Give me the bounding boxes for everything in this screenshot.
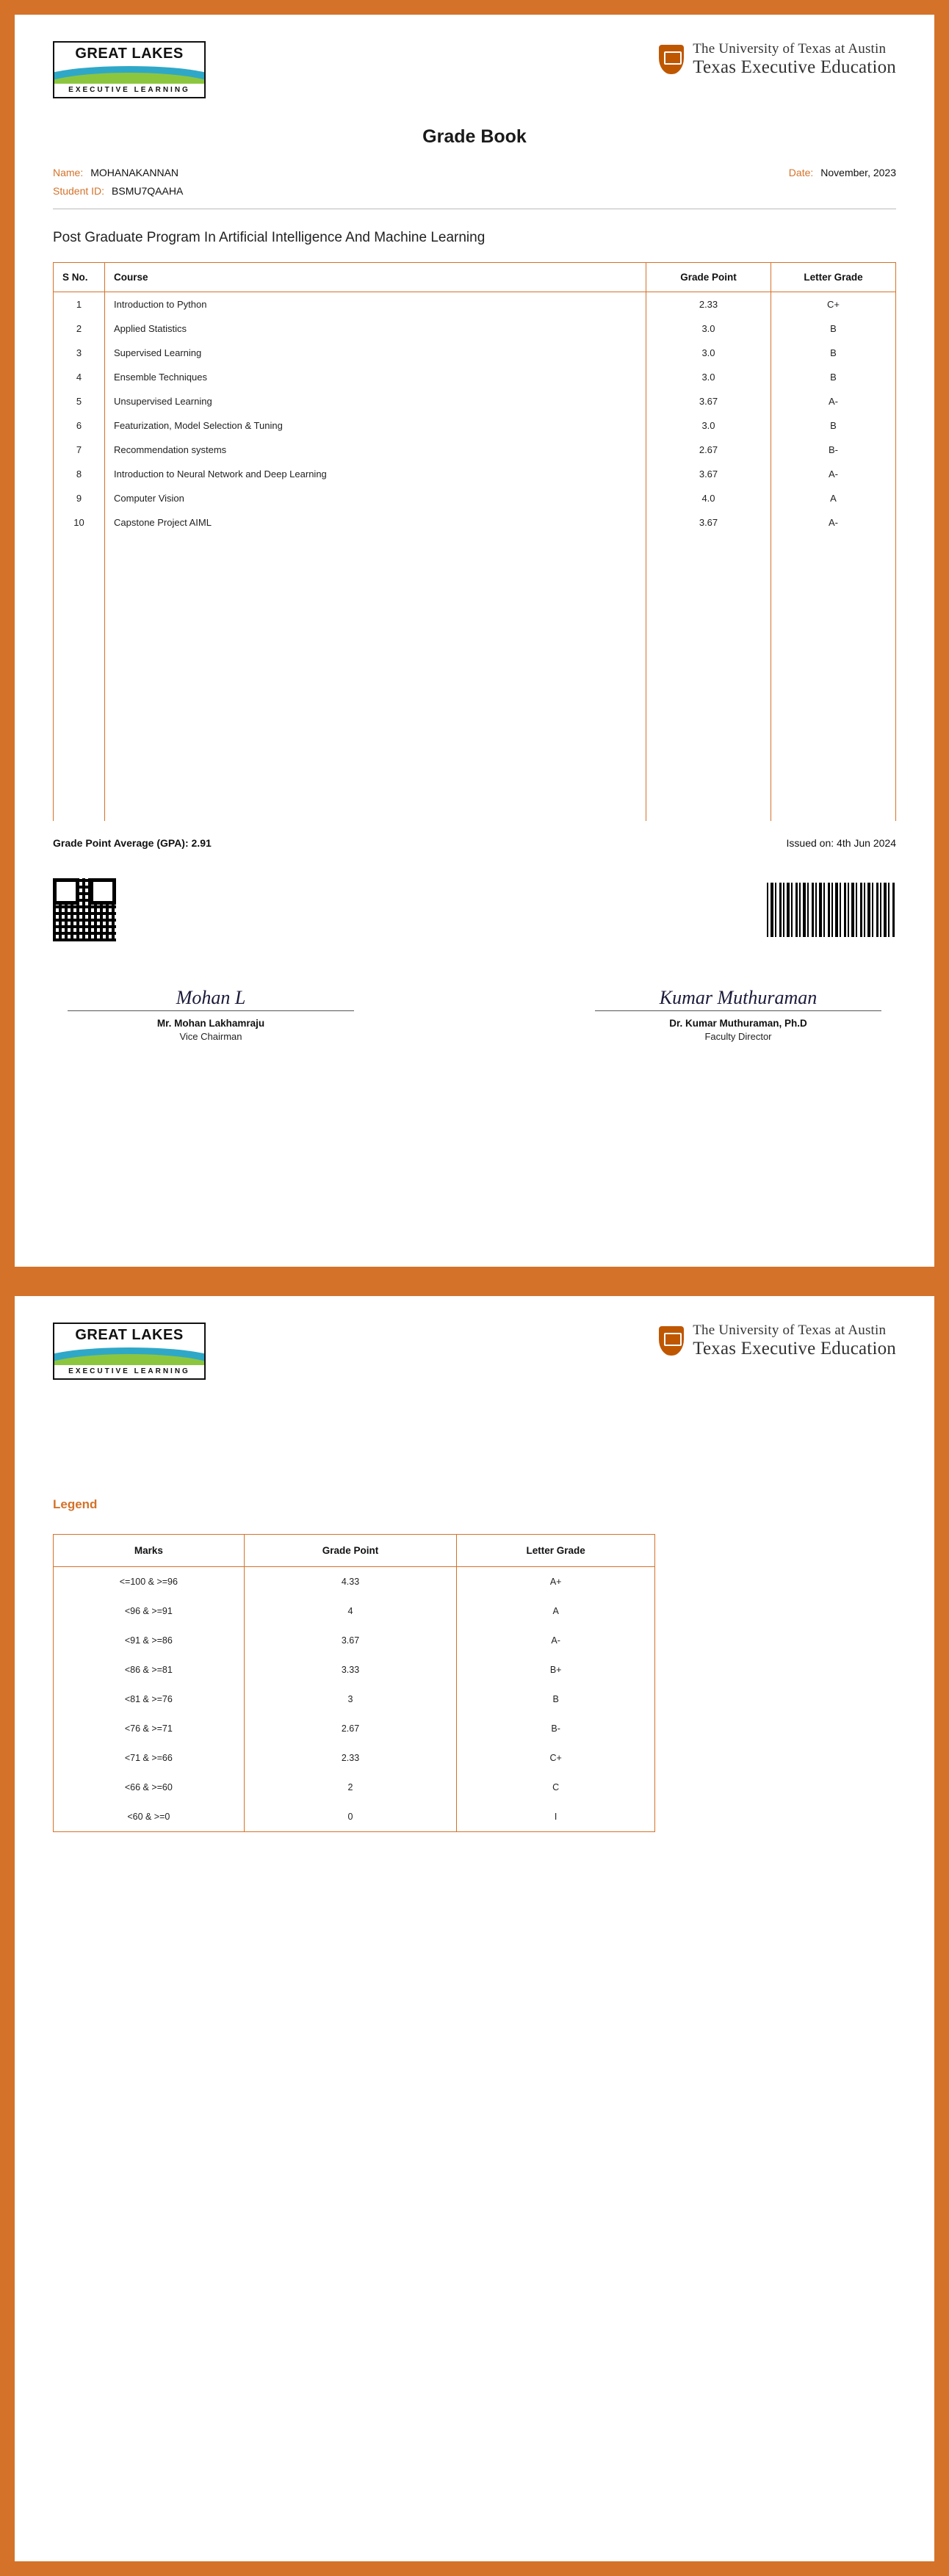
gpa-row: [53, 837, 896, 849]
signature-name: Dr. Kumar Muthuraman, Ph.D: [669, 1018, 807, 1029]
page-2-content: [15, 1296, 934, 2561]
table-row: [54, 438, 896, 462]
cell-course: Supervised Learning: [105, 341, 646, 365]
page-1-content: [15, 15, 934, 1267]
table-row: [54, 462, 896, 486]
table-row: [54, 413, 896, 438]
cell-letter-grade: B: [771, 316, 896, 341]
cell-course: Introduction to Neural Network and Deep Learning: [105, 462, 646, 486]
cell-course: Computer Vision: [105, 486, 646, 510]
meta-student-id-label: Student ID:: [53, 185, 105, 197]
ut-shield-icon: [659, 1326, 684, 1356]
cell-sno: 8: [54, 462, 105, 486]
cell-grade-point: 3.0: [646, 341, 771, 365]
qr-code-icon: [53, 878, 116, 941]
cell-grade-point: 3.67: [646, 462, 771, 486]
cell-letter-grade: B: [457, 1685, 655, 1714]
table-row: [54, 316, 896, 341]
cell-course: Unsupervised Learning: [105, 389, 646, 413]
table-row: [54, 341, 896, 365]
col-grade-point: Grade Point: [244, 1535, 457, 1567]
col-course: Course: [105, 263, 646, 292]
cell-grade-point: 3: [244, 1685, 457, 1714]
signature-line: [68, 1010, 354, 1011]
table-row: [54, 365, 896, 389]
cell-marks: <81 & >=76: [54, 1685, 245, 1714]
barcode-icon: [767, 883, 896, 937]
cell-course: Introduction to Python: [105, 292, 646, 317]
great-lakes-name: GREAT LAKES: [53, 41, 206, 65]
ut-shield-icon: [659, 45, 684, 74]
gpa-text: Grade Point Average (GPA): 2.91: [53, 837, 212, 849]
great-lakes-logo: [53, 1323, 206, 1380]
cell-letter-grade: I: [457, 1802, 655, 1832]
legend-row: [54, 1773, 655, 1802]
signature-block-vice-chairman: [68, 980, 354, 1042]
signature-role: Faculty Director: [704, 1031, 772, 1042]
table-row: [54, 292, 896, 317]
cell-course: Capstone Project AIML: [105, 510, 646, 535]
grades-table-header-row: [54, 263, 896, 292]
great-lakes-name: GREAT LAKES: [53, 1323, 206, 1346]
great-lakes-wave-icon: [53, 1346, 206, 1365]
cell-sno: 5: [54, 389, 105, 413]
cell-sno: 3: [54, 341, 105, 365]
great-lakes-wave-icon: [53, 65, 206, 84]
cell-letter-grade: A-: [771, 510, 896, 535]
ut-university-line: The University of Texas at Austin: [693, 41, 887, 57]
signature-block-faculty-director: [595, 980, 881, 1042]
legend-row: [54, 1655, 655, 1685]
signature-row: [53, 980, 896, 1042]
cell-grade-point: 2.67: [244, 1714, 457, 1743]
cell-letter-grade: B: [771, 413, 896, 438]
signature-role: Vice Chairman: [179, 1031, 242, 1042]
cell-sno: 6: [54, 413, 105, 438]
ut-program-line: Texas Executive Education: [693, 57, 896, 77]
ut-university-line: The University of Texas at Austin: [693, 1323, 887, 1338]
cell-letter-grade: A: [771, 486, 896, 510]
signature-mark: Mohan L: [176, 987, 246, 1008]
cell-marks: <71 & >=66: [54, 1743, 245, 1773]
signature-line: [595, 1010, 881, 1011]
signature-name: Mr. Mohan Lakhamraju: [156, 1018, 265, 1029]
cell-grade-point: 3.67: [646, 510, 771, 535]
col-marks: Marks: [54, 1535, 245, 1567]
cell-course: Applied Statistics: [105, 316, 646, 341]
legend-row: [54, 1802, 655, 1832]
cell-letter-grade: A-: [457, 1626, 655, 1655]
cell-letter-grade: C+: [457, 1743, 655, 1773]
meta-name: [53, 167, 183, 178]
legend-row: [54, 1567, 655, 1597]
cell-letter-grade: C+: [771, 292, 896, 317]
codes-row: [53, 878, 896, 941]
ut-austin-logo: [659, 1323, 896, 1358]
cell-grade-point: 3.67: [244, 1626, 457, 1655]
cell-letter-grade: B+: [457, 1655, 655, 1685]
cell-marks: <91 & >=86: [54, 1626, 245, 1655]
col-grade-point: Grade Point: [646, 263, 771, 292]
student-meta: [53, 167, 896, 197]
col-sno: S No.: [54, 263, 105, 292]
cell-grade-point: 2: [244, 1773, 457, 1802]
legend-row: [54, 1596, 655, 1626]
cell-grade-point: 3.33: [244, 1655, 457, 1685]
cell-marks: <86 & >=81: [54, 1655, 245, 1685]
legend-title: Legend: [53, 1497, 98, 1511]
grades-table: [53, 262, 896, 821]
cell-letter-grade: A-: [771, 462, 896, 486]
meta-student-id: [53, 185, 183, 197]
program-title: Post Graduate Program In Artificial Intelligence And Machine Learning: [53, 230, 486, 245]
ut-austin-logo: [659, 41, 896, 77]
issued-text: Issued on: 4th Jun 2024: [786, 837, 896, 849]
legend-row: [54, 1743, 655, 1773]
cell-letter-grade: B-: [771, 438, 896, 462]
table-row: [54, 510, 896, 535]
cell-grade-point: 2.33: [244, 1743, 457, 1773]
meta-date-label: Date:: [788, 167, 814, 178]
cell-letter-grade: A+: [457, 1567, 655, 1597]
cell-marks: <66 & >=60: [54, 1773, 245, 1802]
cell-sno: 2: [54, 316, 105, 341]
meta-name-label: Name:: [53, 167, 84, 178]
meta-date-value: November, 2023: [820, 167, 896, 178]
cell-course: Recommendation systems: [105, 438, 646, 462]
cell-grade-point: 3.0: [646, 413, 771, 438]
col-letter-grade: Letter Grade: [457, 1535, 655, 1567]
table-row: [54, 486, 896, 510]
meta-date: [789, 167, 896, 178]
legend-row: [54, 1685, 655, 1714]
meta-name-value: MOHANAKANNAN: [90, 167, 179, 178]
table-row: [54, 389, 896, 413]
cell-course: Ensemble Techniques: [105, 365, 646, 389]
document-page-2: [0, 1281, 949, 2576]
cell-grade-point: 0: [244, 1802, 457, 1832]
cell-grade-point: 2.67: [646, 438, 771, 462]
page-2-header: [53, 1323, 896, 1380]
cell-letter-grade: A-: [771, 389, 896, 413]
cell-grade-point: 4.33: [244, 1567, 457, 1597]
cell-letter-grade: B: [771, 365, 896, 389]
cell-letter-grade: A: [457, 1596, 655, 1626]
cell-sno: 10: [54, 510, 105, 535]
page-title: Grade Book: [422, 126, 527, 147]
meta-student-id-value: BSMU7QAAHA: [112, 185, 184, 197]
page-1-header: [53, 41, 896, 98]
legend-table-header-row: [54, 1535, 655, 1567]
cell-letter-grade: C: [457, 1773, 655, 1802]
great-lakes-subtitle: EXECUTIVE LEARNING: [53, 84, 206, 98]
cell-grade-point: 2.33: [646, 292, 771, 317]
cell-sno: 7: [54, 438, 105, 462]
cell-sno: 1: [54, 292, 105, 317]
cell-grade-point: 4.0: [646, 486, 771, 510]
table-filler-row: [54, 535, 896, 821]
ut-program-line: Texas Executive Education: [693, 1338, 896, 1358]
cell-sno: 9: [54, 486, 105, 510]
legend-row: [54, 1626, 655, 1655]
document-page-1: [0, 0, 949, 1281]
cell-letter-grade: B: [771, 341, 896, 365]
col-letter-grade: Letter Grade: [771, 263, 896, 292]
great-lakes-subtitle: EXECUTIVE LEARNING: [53, 1365, 206, 1380]
cell-marks: <60 & >=0: [54, 1802, 245, 1832]
cell-grade-point: 4: [244, 1596, 457, 1626]
great-lakes-logo: [53, 41, 206, 98]
cell-letter-grade: B-: [457, 1714, 655, 1743]
cell-grade-point: 3.67: [646, 389, 771, 413]
cell-marks: <76 & >=71: [54, 1714, 245, 1743]
legend-table: [53, 1534, 655, 1832]
cell-grade-point: 3.0: [646, 316, 771, 341]
cell-sno: 4: [54, 365, 105, 389]
cell-marks: <96 & >=91: [54, 1596, 245, 1626]
cell-grade-point: 3.0: [646, 365, 771, 389]
signature-mark: Kumar Muthuraman: [659, 987, 818, 1008]
cell-marks: <=100 & >=96: [54, 1567, 245, 1597]
legend-row: [54, 1714, 655, 1743]
cell-course: Featurization, Model Selection & Tuning: [105, 413, 646, 438]
